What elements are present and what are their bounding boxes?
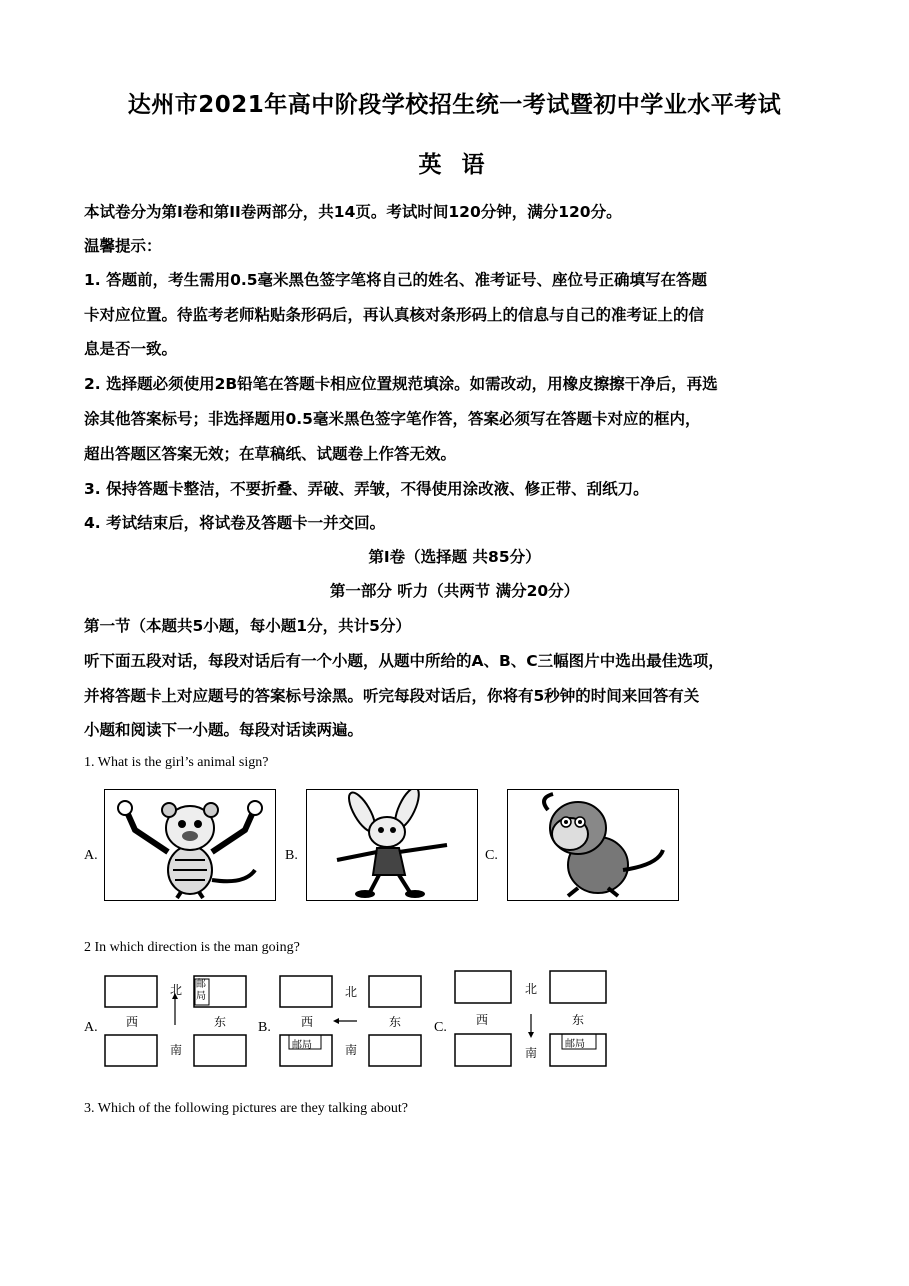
tip-2c: 超出答题区答案无效；在草稿纸、试题卷上作答无效。: [84, 445, 457, 463]
post-office-label: 邮局: [565, 1039, 585, 1050]
west-label: 西: [126, 1015, 139, 1029]
tiger-picture[interactable]: [104, 789, 276, 901]
west-label: 西: [476, 1013, 489, 1027]
tip-3: 3. 保持答题卡整洁，不要折叠、弄破、弄皱，不得使用涂改液、修正带、刮纸刀。: [84, 480, 649, 498]
q1-option-c-label: C.: [485, 848, 498, 863]
part-heading: 第一部分 听力（共两节 满分20分）: [329, 582, 580, 600]
north-label: 北: [170, 983, 183, 997]
south-label: 南: [345, 1043, 358, 1057]
tip-2a: 2. 选择题必须使用2B铅笔在答题卡相应位置规范填涂。如需改动，用橡皮擦擦干净后，再选: [84, 375, 718, 393]
south-label: 南: [170, 1043, 183, 1057]
east-label: 东: [572, 1013, 585, 1027]
intro-line: 本试卷分为第I卷和第II卷两部分，共14页。考试时间120分钟，满分120分。: [84, 203, 622, 221]
exam-title: 达州市2021年高中阶段学校招生统一考试暨初中学业水平考试: [127, 92, 782, 118]
east-label: 东: [389, 1015, 402, 1029]
q1-option-b-label: B.: [285, 848, 298, 863]
map-a[interactable]: [104, 975, 248, 1067]
question-3: 3. Which of the following pictures are they talking about?: [84, 1101, 408, 1116]
q2-option-a-label: A.: [84, 1020, 98, 1035]
map-b[interactable]: [279, 975, 423, 1067]
question-1: 1. What is the girl’s animal sign?: [84, 755, 269, 770]
instruction-b: 并将答题卡上对应题号的答案标号涂黑。听完每段对话后，你将有5秒钟的时间来回答有关: [84, 687, 700, 705]
tiger-icon: [105, 790, 275, 900]
tip-1c: 息是否一致。: [84, 340, 178, 358]
q1-option-a-label: A.: [84, 848, 98, 863]
east-label: 东: [214, 1015, 227, 1029]
tip-4: 4. 考试结束后，将试卷及答题卡一并交回。: [84, 514, 386, 532]
monkey-icon: [508, 790, 678, 900]
map-c[interactable]: [454, 970, 608, 1068]
rabbit-picture[interactable]: [306, 789, 478, 901]
tip-1b: 卡对应位置。待监考老师粘贴条形码后，再认真核对条形码上的信息与自己的准考证上的信: [84, 306, 705, 324]
rabbit-icon: [307, 790, 477, 900]
instruction-a: 听下面五段对话，每段对话后有一个小题，从题中所给的A、B、C三幅图片中选出最佳选项，: [84, 652, 724, 670]
post-office-label: 邮局: [196, 979, 206, 1002]
north-label: 北: [345, 985, 358, 999]
tip-1a: 1. 答题前，考生需用0.5毫米黑色签字笔将自己的姓名、准考证号、座位号正确填写在答题: [84, 271, 708, 289]
question-2: 2 In which direction is the man going?: [84, 940, 300, 955]
instruction-c: 小题和阅读下一小题。每段对话读两遍。: [84, 721, 364, 739]
volume-heading: 第I卷（选择题 共85分）: [368, 548, 541, 566]
monkey-picture[interactable]: [507, 789, 679, 901]
subsection-heading: 第一节（本题共5小题，每小题1分，共计5分）: [84, 617, 411, 635]
west-label: 西: [301, 1015, 314, 1029]
subject-title: 英 语: [418, 152, 491, 178]
south-label: 南: [525, 1046, 538, 1060]
north-label: 北: [525, 982, 538, 996]
q2-option-c-label: C.: [434, 1020, 447, 1035]
q2-option-b-label: B.: [258, 1020, 271, 1035]
tip-2b: 涂其他答案标号；非选择题用0.5毫米黑色签字笔作答，答案必须写在答题卡对应的框内，: [84, 410, 701, 428]
tips-label: 温馨提示：: [84, 237, 162, 255]
post-office-label: 邮局: [292, 1040, 312, 1051]
